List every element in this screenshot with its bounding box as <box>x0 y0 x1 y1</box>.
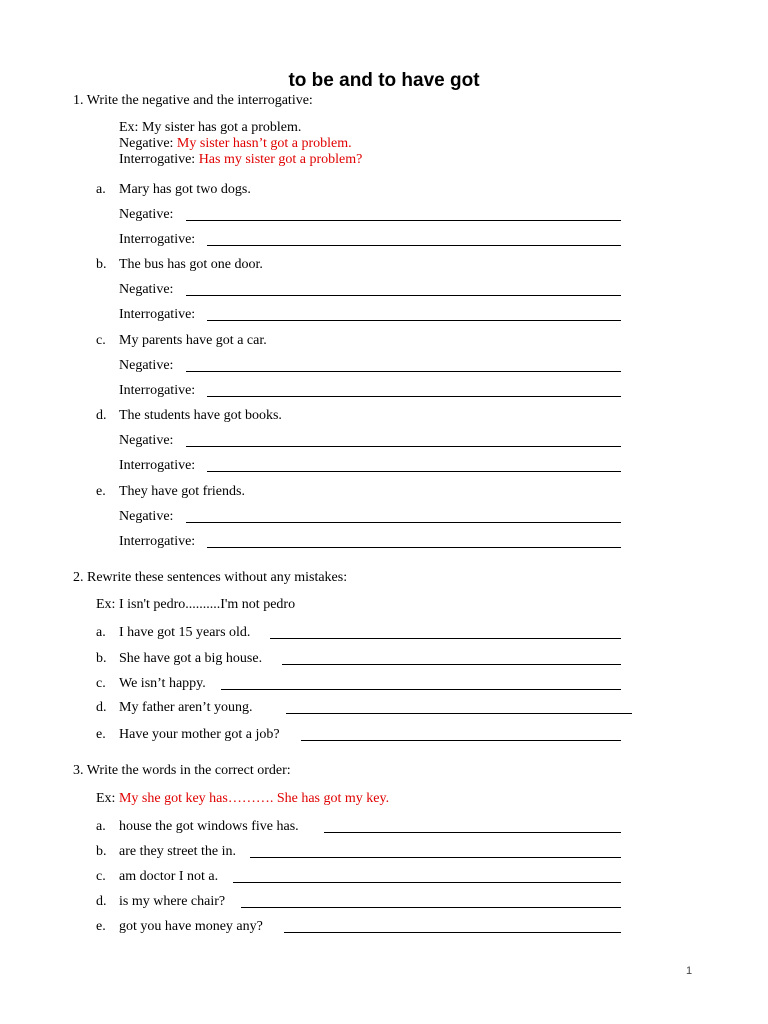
answer-line[interactable] <box>221 689 621 690</box>
item-sentence: They have got friends. <box>119 484 245 499</box>
negative-answer-line[interactable] <box>186 220 621 221</box>
section1-heading: 1. Write the negative and the interrogative: <box>73 93 313 108</box>
interrogative-answer-line[interactable] <box>207 471 621 472</box>
item-sentence: am doctor I not a. <box>119 869 219 884</box>
section3-example-answer: My she got key has………. She has got my key. <box>118 791 390 806</box>
example-interrogative-answer: Has my sister got a problem? <box>198 152 363 167</box>
section2-example: Ex: I isn't pedro..........I'm not pedro <box>96 597 296 612</box>
section3-example <box>96 791 389 807</box>
interrogative-label: Interrogative: <box>119 383 196 398</box>
item-sentence: She have got a big house. <box>119 651 263 666</box>
example-negative-label: Negative: <box>119 136 174 151</box>
negative-answer-line[interactable] <box>186 371 621 372</box>
negative-label: Negative: <box>119 207 174 222</box>
item-letter: e. <box>96 727 106 742</box>
item-sentence: The bus has got one door. <box>119 257 263 272</box>
interrogative-answer-line[interactable] <box>207 547 621 548</box>
item-sentence: is my where chair? <box>119 894 226 909</box>
negative-label: Negative: <box>119 282 174 297</box>
answer-line[interactable] <box>286 713 632 714</box>
section1-example-interrogative <box>119 152 362 168</box>
item-letter: c. <box>96 676 106 691</box>
item-sentence: My parents have got a car. <box>119 333 267 348</box>
interrogative-label: Interrogative: <box>119 534 196 549</box>
section2-heading: 2. Rewrite these sentences without any mistakes: <box>73 570 348 585</box>
negative-answer-line[interactable] <box>186 295 621 296</box>
answer-line[interactable] <box>282 664 621 665</box>
item-sentence: We isn’t happy. <box>119 676 206 691</box>
item-letter: b. <box>96 257 107 272</box>
item-letter: a. <box>96 182 106 197</box>
interrogative-answer-line[interactable] <box>207 245 621 246</box>
item-sentence: The students have got books. <box>119 408 282 423</box>
answer-line[interactable] <box>284 932 621 933</box>
section3-heading: 3. Write the words in the correct order: <box>73 763 291 778</box>
example-interrogative-label: Interrogative: <box>119 152 196 167</box>
negative-answer-line[interactable] <box>186 522 621 523</box>
answer-line[interactable] <box>301 740 621 741</box>
negative-label: Negative: <box>119 509 174 524</box>
item-letter: a. <box>96 819 106 834</box>
answer-line[interactable] <box>241 907 621 908</box>
item-letter: a. <box>96 625 106 640</box>
item-letter: d. <box>96 408 107 423</box>
item-letter: e. <box>96 484 106 499</box>
section3-example-prefix: Ex: <box>96 791 116 806</box>
item-letter: b. <box>96 651 107 666</box>
answer-line[interactable] <box>270 638 621 639</box>
item-sentence: are they street the in. <box>119 844 237 859</box>
item-letter: b. <box>96 844 107 859</box>
interrogative-label: Interrogative: <box>119 307 196 322</box>
interrogative-label: Interrogative: <box>119 232 196 247</box>
item-sentence: My father aren’t young. <box>119 700 253 715</box>
page-title: to be and to have got <box>288 70 480 91</box>
section1-example-negative <box>119 136 352 152</box>
example-negative-answer: My sister hasn’t got a problem. <box>176 136 352 151</box>
section1-example-sentence: Ex: My sister has got a problem. <box>119 120 302 135</box>
negative-label: Negative: <box>119 358 174 373</box>
item-sentence: got you have money any? <box>119 919 263 934</box>
answer-line[interactable] <box>250 857 621 858</box>
negative-answer-line[interactable] <box>186 446 621 447</box>
item-sentence: house the got windows five has. <box>119 819 299 834</box>
item-sentence: Mary has got two dogs. <box>119 182 251 197</box>
interrogative-answer-line[interactable] <box>207 320 621 321</box>
item-letter: c. <box>96 333 106 348</box>
answer-line[interactable] <box>233 882 621 883</box>
negative-label: Negative: <box>119 433 174 448</box>
answer-line[interactable] <box>324 832 621 833</box>
interrogative-answer-line[interactable] <box>207 396 621 397</box>
item-letter: d. <box>96 894 107 909</box>
item-letter: c. <box>96 869 106 884</box>
interrogative-label: Interrogative: <box>119 458 196 473</box>
item-sentence: Have your mother got a job? <box>119 727 280 742</box>
page-number: 1 <box>686 965 693 977</box>
item-sentence: I have got 15 years old. <box>119 625 251 640</box>
item-letter: e. <box>96 919 106 934</box>
item-letter: d. <box>96 700 107 715</box>
